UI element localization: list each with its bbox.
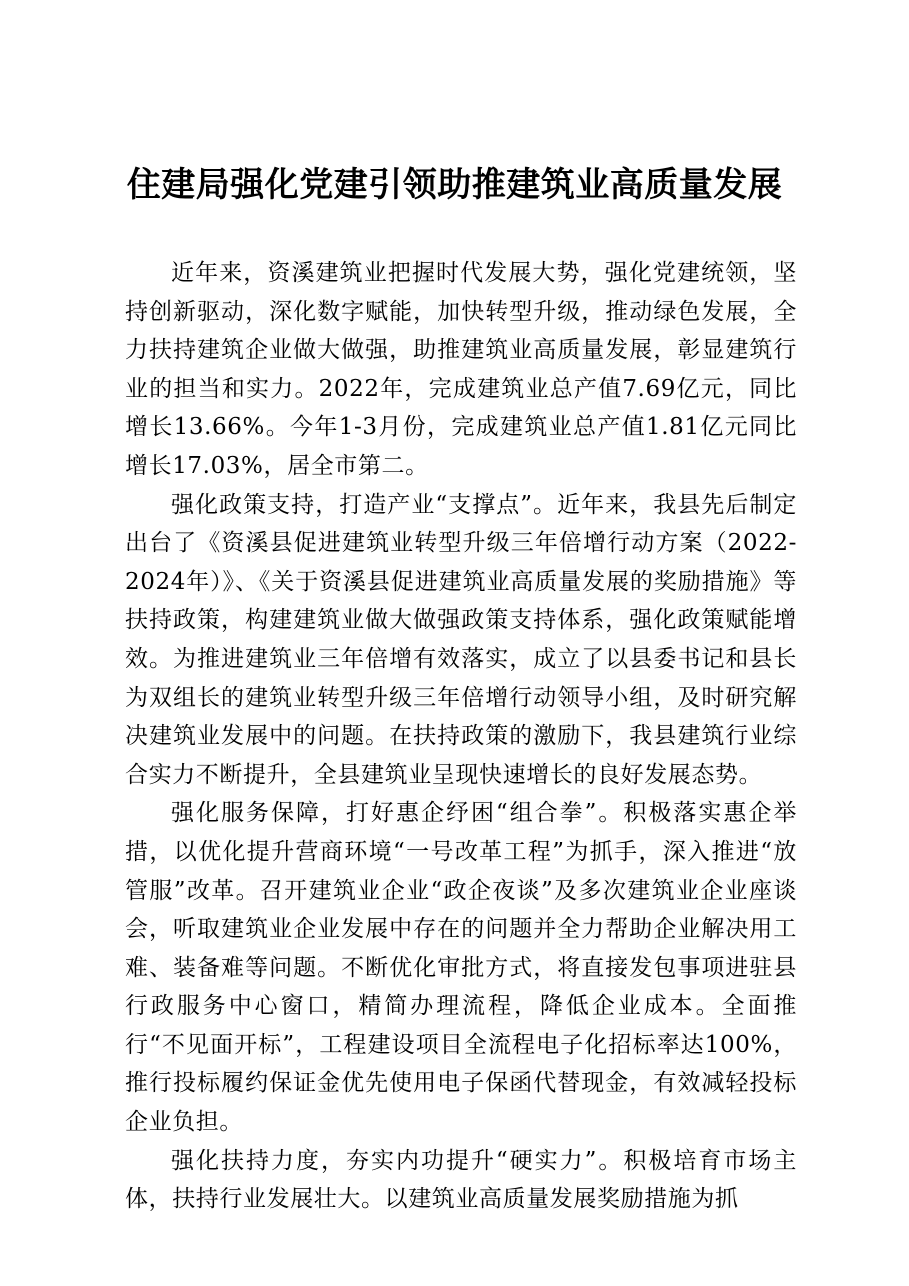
paragraph-policy-support: 强化政策支持，打造产业“支撑点”。近年来，我县先后制定出台了《资溪县促进建筑业转型升级三年倍增行动方案（2022-2024年）》、《关于资溪县促进建筑业高质量发展的奖励措施》等扶持政策，构建建筑业做大做强政策支持体系，强化政策赋能增效。为推进建筑业三年倍增有效落实，成立了以县委书记和县长为双组长的建筑业转型升级三年倍增行动领导小组，及时研究解决建筑业发展中的问题。在扶持政策的激励下，我县建筑行业综合实力不断提升，全县建筑业呈现快速增长的良好发展态势。: [125, 491, 797, 788]
document-body: [125, 254, 797, 1219]
paragraph-support-strength: 强化扶持力度，夯实内功提升“硬实力”。积极培育市场主体，扶持行业发展壮大。以建筑业高质量发展奖励措施为抓: [125, 1147, 797, 1213]
paragraph-service-guarantee: 强化服务保障，打好惠企纾困“组合拳”。积极落实惠企举措，以优化提升营商环境“一号改革工程”为抓手，深入推进“放管服”改革。召开建筑业企业“政企夜谈”及多次建筑业企业座谈会，听取建筑业企业发展中存在的问题并全力帮助企业解决用工难、装备难等问题。不断优化审批方式，将直接发包事项进驻县行政服务中心窗口，精简办理流程，降低企业成本。全面推行“不见面开标”，工程建设项目全流程电子化招标率达100%，推行投标履约保证金优先使用电子保函代替现金，有效减轻投标企业负担。: [125, 800, 797, 1136]
document-title: 住建局强化党建引领助推建筑业高质量发展: [126, 165, 783, 205]
paragraph-intro: 近年来，资溪建筑业把握时代发展大势，强化党建统领，坚持创新驱动，深化数字赋能，加快转型升级，推动绿色发展，全力扶持建筑企业做大做强，助推建筑业高质量发展，彰显建筑行业的担当和实力。2022年，完成建筑业总产值7.69亿元，同比增长13.66%。今年1-3月份，完成建筑业总产值1.81亿元同比增长17.03%，居全市第二。: [125, 260, 797, 479]
